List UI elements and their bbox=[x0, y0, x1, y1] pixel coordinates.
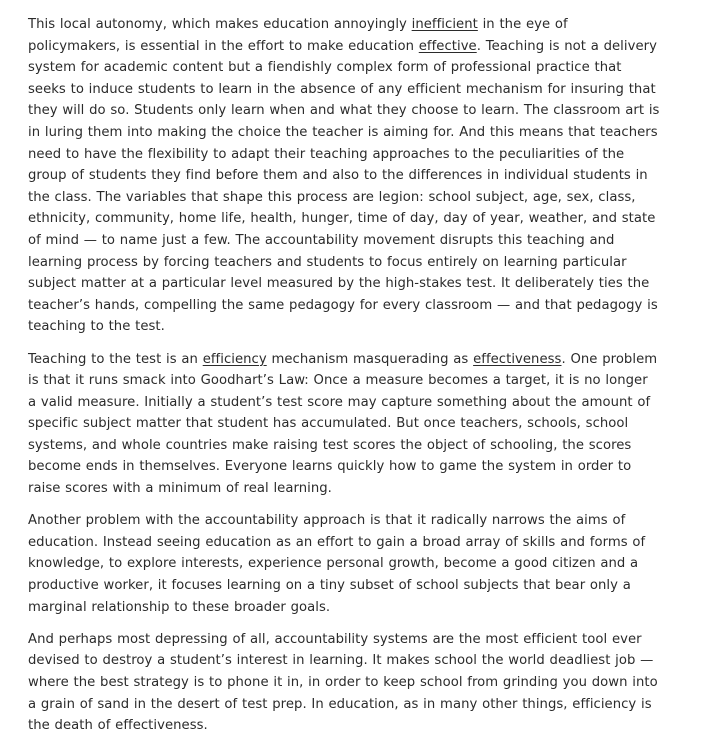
underlined-term-effective: effective bbox=[418, 38, 477, 54]
paragraph-text: . Teaching is not a delivery system for academic content but a fiendishly complex form of professional practice that seeks to induce students to learn in the absence of any efficient mechanism for insuring that they will do so. Students only learn when and what they choose to learn. The classroom art is in luring them into making the choice the teacher is aiming for. And this means that teachers need to have the flexibility to adapt their teaching approaches to the peculiarities of the group of students they find before them and also to the differences in individual students in the class. The variables that shape this process are legion: school subject, age, sex, class, ethnicity, community, home life, health, hunger, time of day, day of year, weather, and state of mind — to name just a few. The accountability movement disrupts this teaching and learning process by forcing teachers and students to focus entirely on learning particular subject matter at a particular level measured by the high-stakes test. It deliberately ties the teacher’s hands, compelling the same pedagogy for every classroom — and that pedagogy is teaching to the test. bbox=[28, 38, 660, 335]
paragraph-local-autonomy bbox=[28, 14, 660, 338]
paragraph-teaching-to-test bbox=[28, 349, 660, 500]
paragraph-text: Teaching to the test is an bbox=[28, 351, 203, 367]
underlined-term-inefficient: inefficient bbox=[411, 17, 478, 32]
underlined-term-efficiency: efficiency bbox=[202, 351, 267, 367]
paragraph-narrows-aims: Another problem with the accountability approach is that it radically narrows the aims of education. Instead seeing education as an effort to gain a broad array of skills and forms of knowledge, to explore interests, experience personal growth, become a good citizen and a productive worker, it focuses learning on a tiny subset of school subjects that bear only a marginal relationship to these broader goals. bbox=[28, 513, 646, 615]
paragraph-text: in the eye of policymakers, is essential in the effort to make education bbox=[28, 17, 568, 54]
paragraph-depressing: And perhaps most depressing of all, accountability systems are the most efficient tool ever devised to destroy a student’s interest in learning. It makes school the world deadliest job — where the best strategy is to phone it in, in order to keep school from grinding you down into a grain of sand in the desert of test prep. In education, as in many other things, efficiency is the death of effectiveness. bbox=[28, 631, 658, 734]
article-body bbox=[28, 14, 660, 747]
paragraph-text: This local autonomy, which makes education annoyingly bbox=[28, 17, 412, 32]
paragraph-text: . One problem is that it runs smack into Goodhart’s Law: Once a measure becomes a target, it is no longer a valid measure. Initially a student’s test score may capture something about the amount of specific subject matter that student has accumulated. But once teachers, schools, school systems, and whole countries make raising test scores the object of schooling, the scores become ends in themselves. Everyone learns quickly how to game the system in order to raise scores with a minimum of real learning. bbox=[28, 351, 658, 497]
underlined-term-effectiveness: effectiveness bbox=[473, 351, 562, 367]
paragraph-text: mechanism masquerading as bbox=[266, 351, 474, 367]
